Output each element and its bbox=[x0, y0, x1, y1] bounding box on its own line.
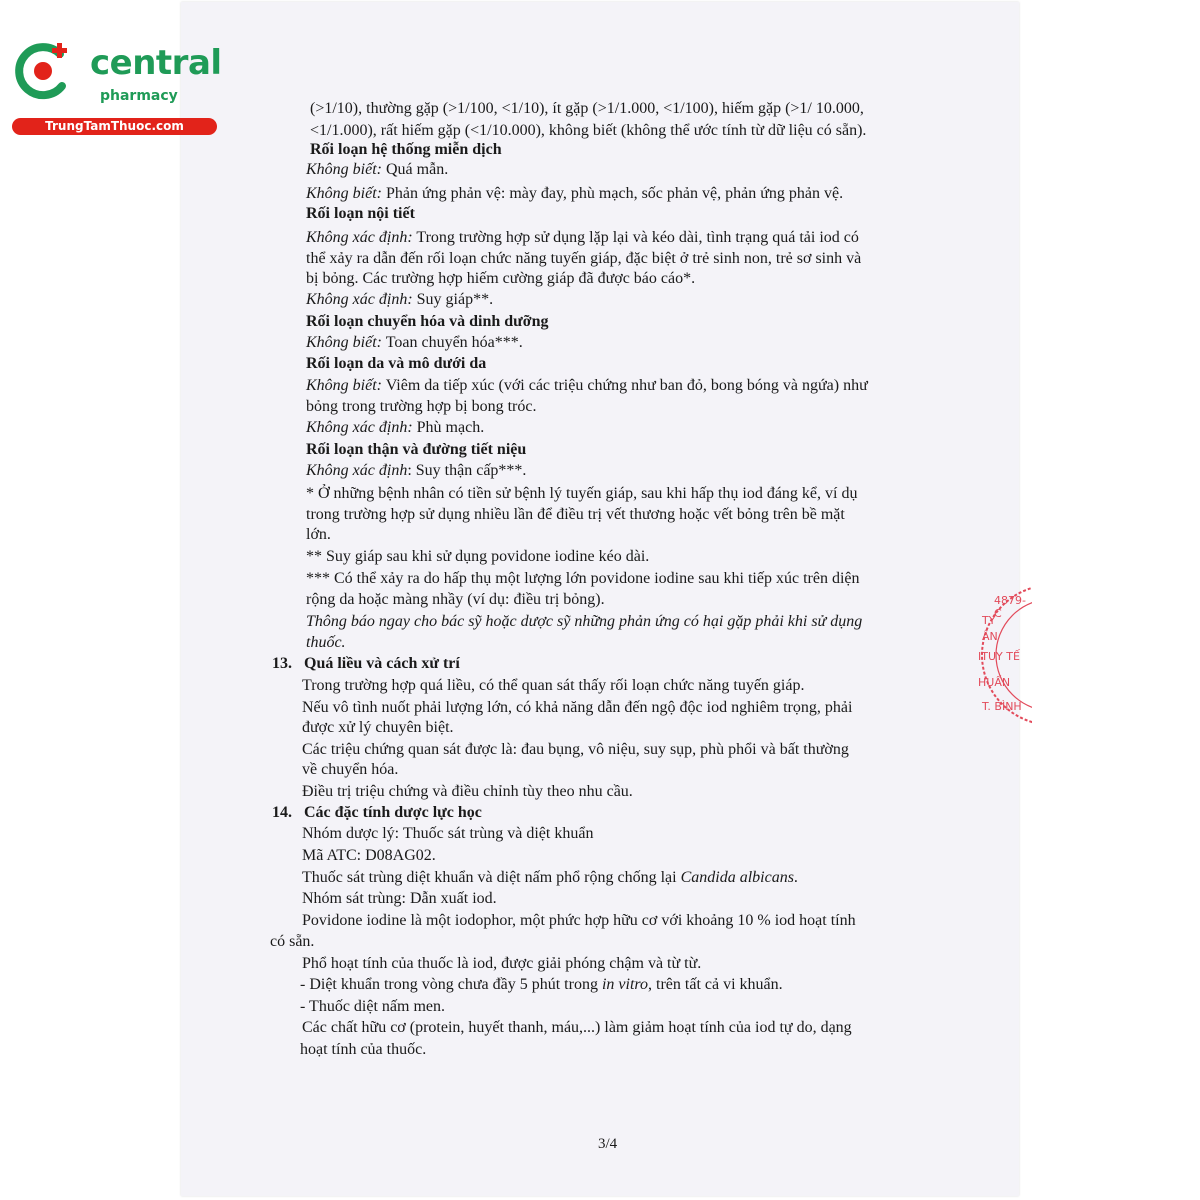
footnote-line: lớn. bbox=[306, 526, 331, 543]
body-line: Povidone iodine là một iodophor, một phức hợp hữu cơ với khoảng 10 % iod hoạt tính bbox=[302, 912, 856, 929]
stamp-text: T. BÌNH bbox=[982, 700, 1022, 713]
body-line: Các triệu chứng quan sát được là: đau bụng, vô niệu, suy sụp, phù phổi và bất thường bbox=[302, 741, 849, 758]
body-line: Các chất hữu cơ (protein, huyết thanh, máu,...) làm giảm hoạt tính của iod tự do, dạng bbox=[302, 1019, 852, 1036]
stamp-text: TY bbox=[982, 614, 996, 627]
body-line: Nếu vô tình nuốt phải lượng lớn, có khả năng dẫn đến ngộ độc iod nghiêm trọng, phải bbox=[302, 699, 853, 716]
warning-line: thuốc. bbox=[306, 634, 346, 651]
logo-mark-icon bbox=[12, 40, 74, 102]
section-heading-renal: Rối loạn thận và đường tiết niệu bbox=[306, 441, 527, 458]
body-line: Không biết: Viêm da tiếp xúc (với các triệu chứng như ban đỏ, bong bóng và ngứa) như bbox=[306, 377, 868, 394]
body-line: bị bỏng. Các trường hợp hiếm cường giáp đã được báo cáo*. bbox=[306, 270, 696, 287]
body-line: Không xác định: Phù mạch. bbox=[306, 419, 485, 436]
section-heading-skin: Rối loạn da và mô dưới da bbox=[306, 355, 487, 372]
warning-line: Thông báo ngay cho bác sỹ hoặc dược sỹ những phản ứng có hại gặp phải khi sử dụng bbox=[306, 613, 863, 630]
section-number: 13. bbox=[272, 655, 292, 672]
body-line: Không biết: Phản ứng phản vệ: mày đay, phù mạch, sốc phản vệ, phản ứng phản vệ. bbox=[306, 185, 844, 202]
body-line: Không xác định: Trong trường hợp sử dụng lặp lại và kéo dài, tình trạng quá tải iod có bbox=[306, 229, 859, 246]
footnote-line: ** Suy giáp sau khi sử dụng povidone iodine kéo dài. bbox=[306, 548, 650, 565]
bullet-item: - Thuốc diệt nấm men. bbox=[300, 998, 445, 1015]
stamp-text: 4879-C bbox=[994, 594, 1026, 620]
logo-subtitle: pharmacy bbox=[100, 88, 178, 104]
body-line: có sẵn. bbox=[270, 933, 315, 950]
body-line: Không biết: Quá mẫn. bbox=[306, 161, 449, 178]
stamp-text: ITUY TẾ bbox=[978, 650, 1020, 663]
body-line: Không biết: Toan chuyển hóa***. bbox=[306, 334, 523, 351]
body-line: về chuyển hóa. bbox=[302, 761, 399, 778]
body-line: Nhóm dược lý: Thuốc sát trùng và diệt khuẩn bbox=[302, 825, 594, 842]
page-number: 3/4 bbox=[598, 1136, 618, 1152]
body-line: thể xảy ra dẫn đến rối loạn chức năng tuyến giáp, đặc biệt ở trẻ sinh non, trẻ sơ sinh và bbox=[306, 250, 862, 267]
body-line: Điều trị triệu chứng và điều chỉnh tùy theo nhu cầu. bbox=[302, 783, 633, 800]
body-line: Mã ATC: D08AG02. bbox=[302, 847, 436, 864]
company-stamp bbox=[972, 580, 1032, 730]
footnote-line: *** Có thể xảy ra do hấp thụ một lượng lớn povidone iodine sau khi tiếp xúc trên diện bbox=[306, 570, 860, 587]
footnote-line: rộng da hoặc màng nhầy (ví dụ: điều trị bỏng). bbox=[306, 591, 605, 608]
body-line: được xử lý chuyên biệt. bbox=[302, 719, 454, 736]
body-line: hoạt tính của thuốc. bbox=[300, 1041, 427, 1058]
body-line: Thuốc sát trùng diệt khuẩn và diệt nấm phổ rộng chống lại Candida albicans. bbox=[302, 869, 798, 886]
footnote-line: trong trường hợp sử dụng nhiều lần để điều trị vết thương hoặc vết bỏng trên bề mặt bbox=[306, 506, 845, 523]
stamp-text: ẦN bbox=[982, 630, 998, 643]
section-heading-immune: Rối loạn hệ thống miễn dịch bbox=[310, 141, 502, 158]
section-heading-metabolic: Rối loạn chuyển hóa và dinh dưỡng bbox=[306, 313, 549, 330]
section-heading-pharmacodynamics: Các đặc tính dược lực học bbox=[304, 804, 482, 821]
bullet-item: - Diệt khuẩn trong vòng chưa đầy 5 phút trong in vitro, trên tất cả vi khuẩn. bbox=[300, 976, 783, 993]
footnote-line: * Ở những bệnh nhân có tiền sử bệnh lý tuyến giáp, sau khi hấp thụ iod đáng kể, ví dụ bbox=[306, 485, 858, 502]
pharmacy-logo bbox=[8, 36, 222, 136]
body-line: Nhóm sát trùng: Dẫn xuất iod. bbox=[302, 890, 497, 907]
section-heading-endocrine: Rối loạn nội tiết bbox=[306, 205, 415, 222]
body-line: Không xác định: Suy giáp**. bbox=[306, 291, 494, 308]
intro-line: <1/1.000), rất hiếm gặp (<1/10.000), không biết (không thể ước tính từ dữ liệu có sẵn). bbox=[310, 122, 867, 139]
body-line: bỏng trong trường hợp bị bong tróc. bbox=[306, 398, 537, 415]
body-line: Trong trường hợp quá liều, có thể quan sát thấy rối loạn chức năng tuyến giáp. bbox=[302, 677, 805, 694]
logo-site: TrungTamThuoc.com bbox=[12, 118, 217, 135]
intro-line: (>1/10), thường gặp (>1/100, <1/10), ít gặp (>1/1.000, <1/100), hiếm gặp (>1/ 10.000, bbox=[310, 100, 864, 117]
logo-brand: central bbox=[90, 43, 222, 83]
stamp-text: HUẤN bbox=[978, 676, 1011, 689]
body-line: Không xác định: Suy thận cấp***. bbox=[306, 462, 527, 479]
section-heading-overdose: Quá liều và cách xử trí bbox=[304, 655, 460, 672]
body-line: Phổ hoạt tính của thuốc là iod, được giải phóng chậm và từ từ. bbox=[302, 955, 702, 972]
section-number: 14. bbox=[272, 804, 292, 821]
